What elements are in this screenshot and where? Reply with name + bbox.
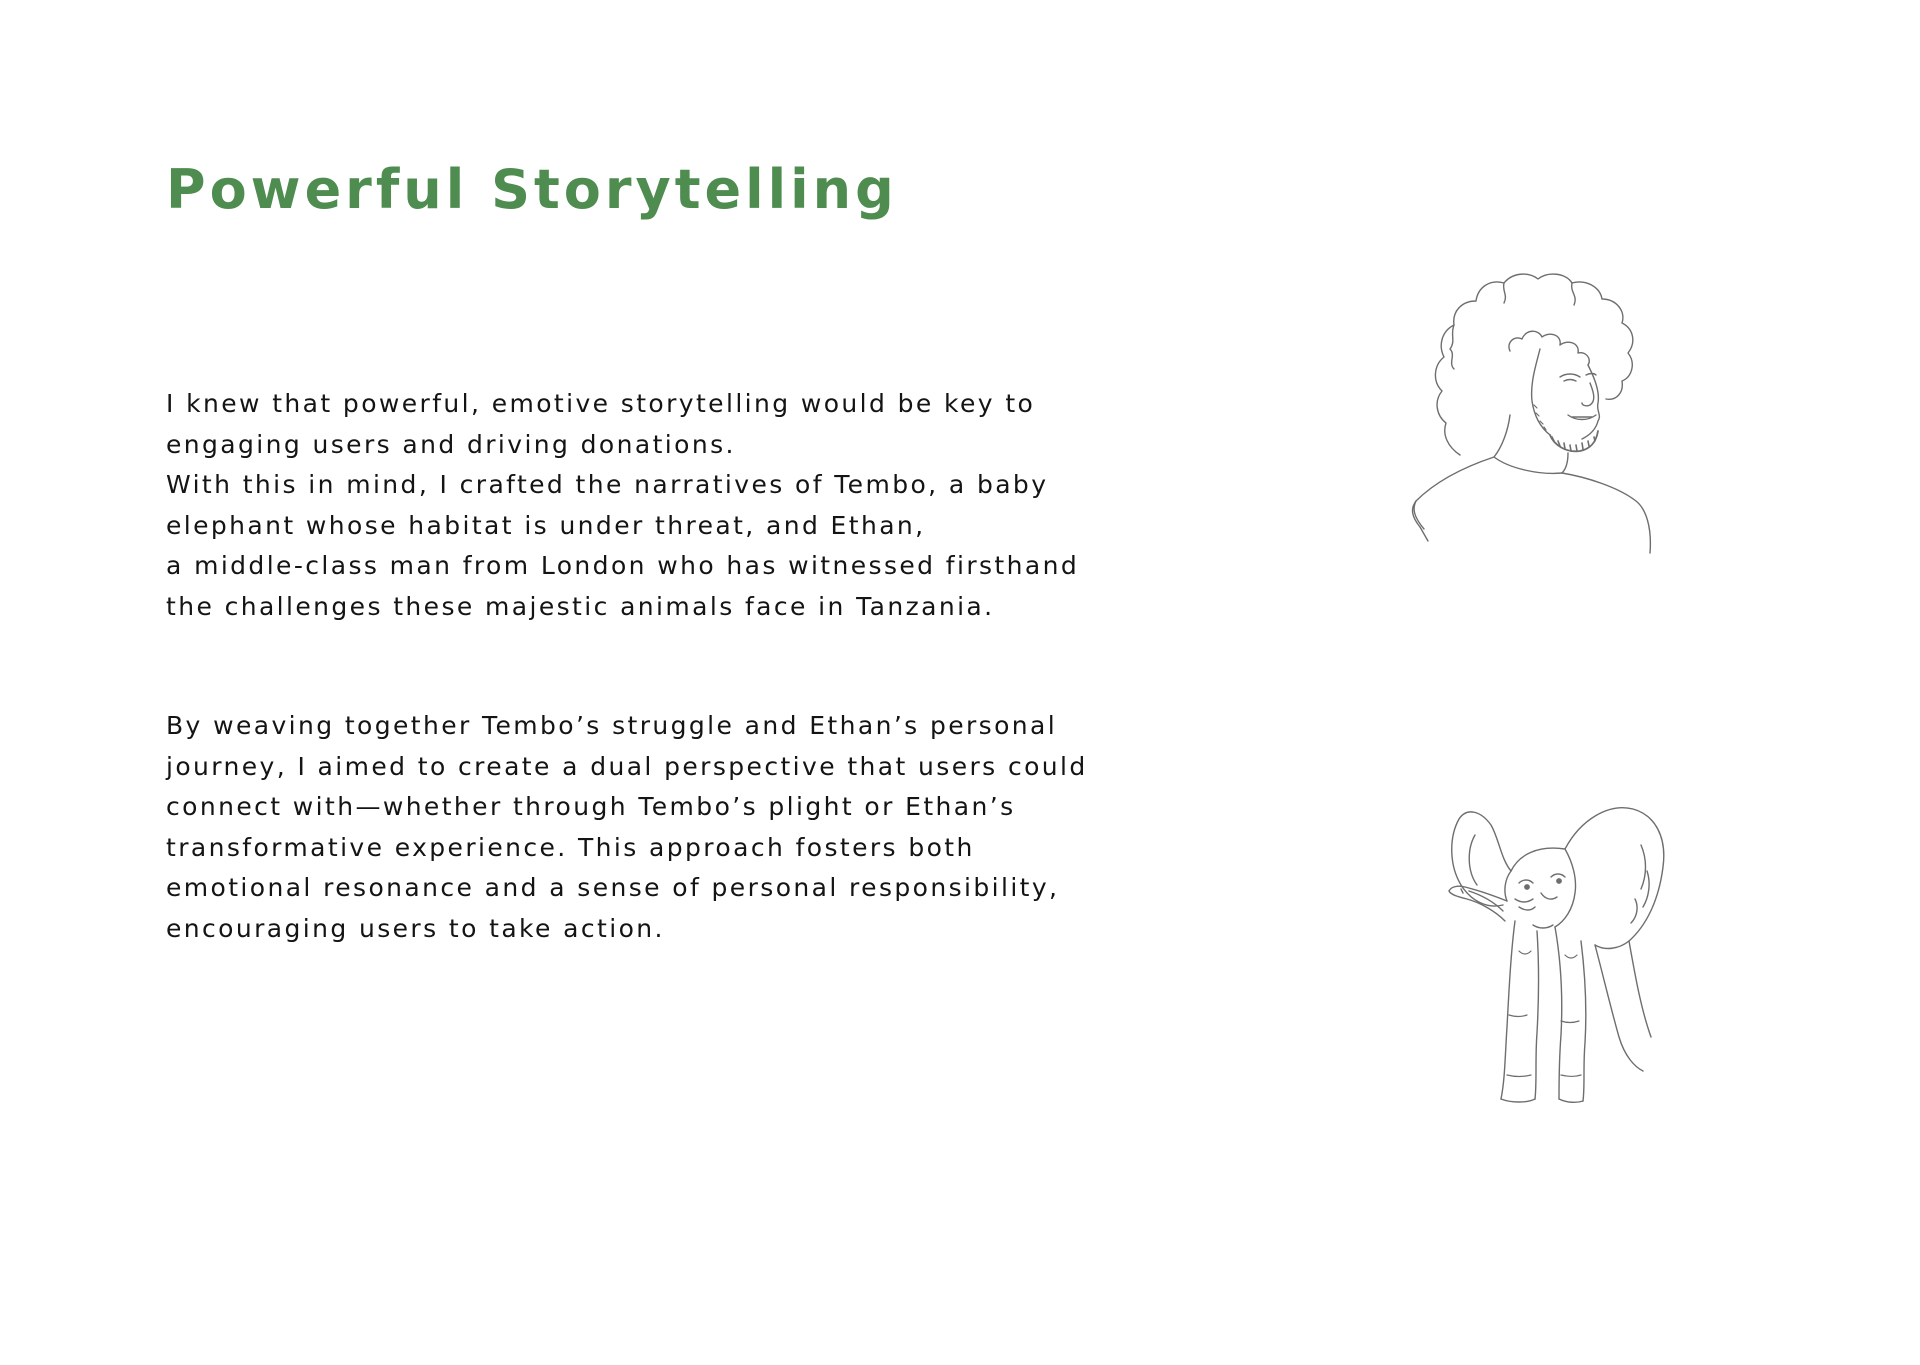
- paragraph-line: elephant whose habitat is under threat, and Ethan,: [166, 510, 926, 540]
- paragraph-line: a middle-class man from London who has witnessed firsthand: [166, 551, 1080, 580]
- page-title: Powerful Storytelling: [166, 158, 898, 221]
- paragraph-line: emotional resonance and a sense of personal responsibility,: [166, 873, 1060, 902]
- paragraph-line: engaging users and driving donations.: [166, 429, 736, 459]
- paragraph-line: the challenges these majestic animals face in Tanzania.: [166, 591, 995, 621]
- paragraph-line: By weaving together Tembo’s struggle and Ethan’s personal: [166, 711, 1058, 740]
- paragraph-intro: [166, 384, 1226, 627]
- paragraph-line: With this in mind, I crafted the narratives of Tembo, a baby: [166, 470, 1049, 499]
- paragraph-line: connect with—whether through Tembo’s plight or Ethan’s: [166, 792, 1016, 821]
- paragraph-line: I knew that powerful, emotive storytelling would be key to: [166, 389, 1036, 418]
- paragraph-line: transformative experience. This approach fosters both: [166, 832, 975, 862]
- baby-elephant-sketch: [1415, 775, 1675, 1115]
- man-portrait-sketch: [1390, 265, 1670, 575]
- paragraph-line: encouraging users to take action.: [166, 913, 665, 943]
- paragraph-line: journey, I aimed to create a dual perspective that users could: [166, 751, 1088, 781]
- paragraph-approach: [166, 706, 1226, 949]
